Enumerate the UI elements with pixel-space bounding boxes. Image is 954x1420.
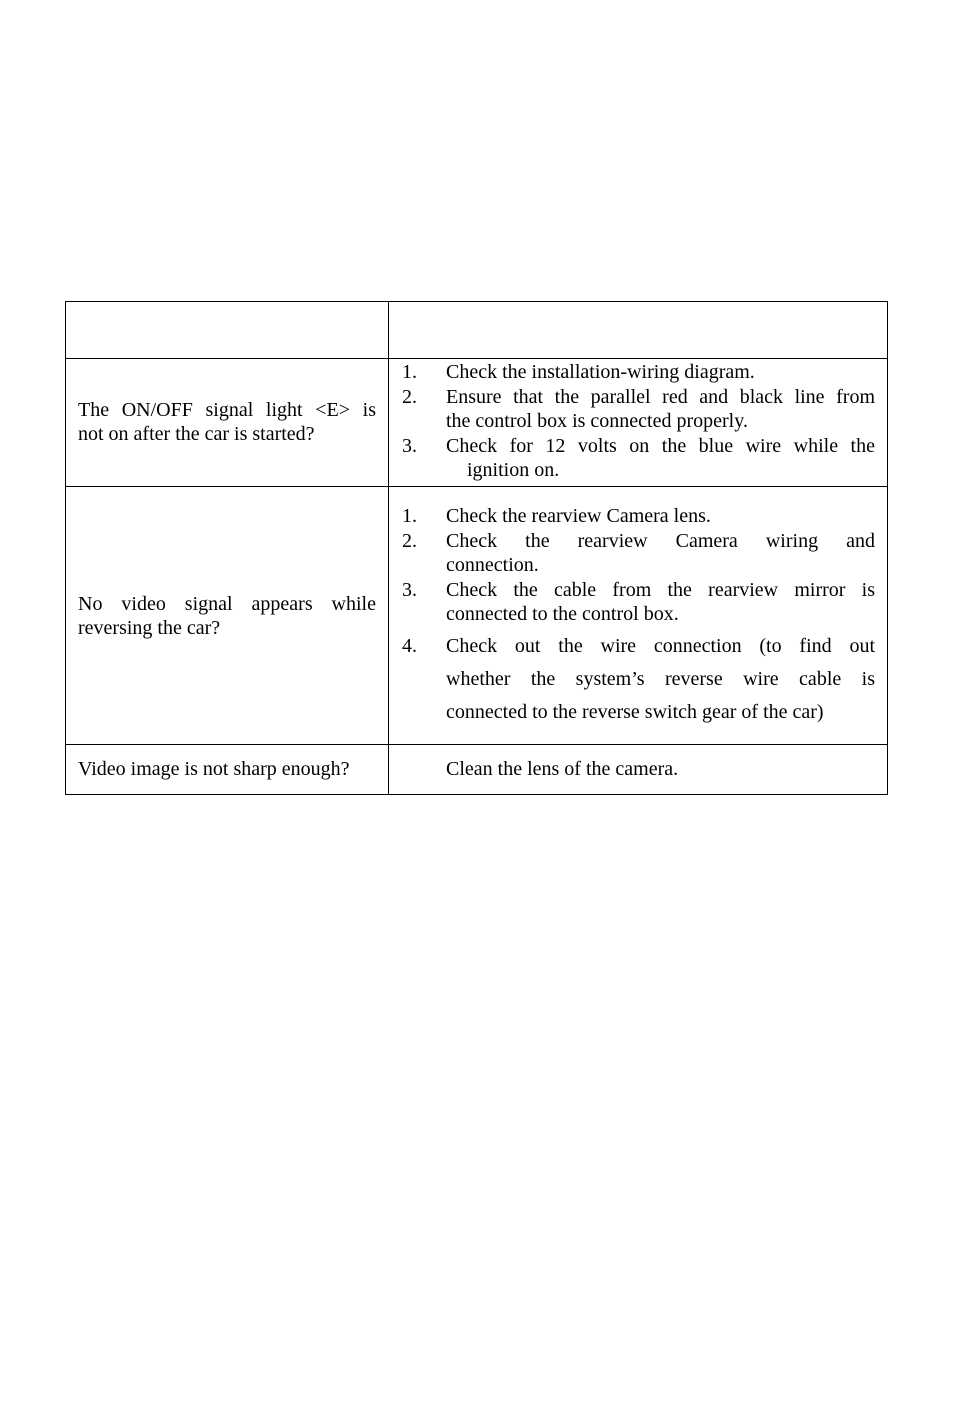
item-number: 4. (402, 635, 417, 657)
table-row-divider (65, 486, 888, 487)
problem-cell (78, 592, 376, 640)
item-text: connected to the reverse switch gear of the car) (446, 701, 824, 723)
item-text: Check for 12 volts on the blue wire while the (446, 435, 875, 457)
item-text: whether the system’s reverse wire cable is (446, 668, 875, 690)
item-number: 1. (402, 361, 417, 383)
item-text: Check the installation-wiring diagram. (446, 361, 755, 383)
table-row-divider (65, 744, 888, 745)
item-text: the control box is connected properly. (446, 410, 748, 432)
table-border-top (65, 301, 888, 302)
table-border-right (887, 301, 888, 795)
table-header-divider (65, 358, 888, 359)
item-text: Check out the wire connection (to find out (446, 635, 875, 657)
problem-cell (78, 398, 376, 446)
problem-line: reversing the car? (78, 617, 221, 639)
item-text: connection. (446, 554, 539, 576)
item-text: ignition on. (467, 459, 560, 481)
table-border-left (65, 301, 66, 795)
solution-cell: Clean the lens of the camera. (446, 758, 679, 780)
item-text: Check the rearview Camera lens. (446, 505, 711, 527)
table-column-divider (388, 301, 389, 795)
item-number: 3. (402, 579, 417, 601)
item-text: Check the cable from the rearview mirror is (446, 579, 875, 601)
item-text: Ensure that the parallel red and black line from (446, 386, 875, 408)
item-text: connected to the control box. (446, 603, 679, 625)
item-number: 1. (402, 505, 417, 527)
item-number: 3. (402, 435, 417, 457)
item-text: Check the rearview Camera wiring and (446, 530, 875, 552)
problem-line: not on after the car is started? (78, 423, 315, 445)
table-border-bottom (65, 794, 888, 795)
item-number: 2. (402, 530, 417, 552)
item-number: 2. (402, 386, 417, 408)
problem-line: No video signal appears while (78, 593, 376, 615)
problem-line: The ON/OFF signal light <E> is (78, 399, 376, 421)
problem-cell: Video image is not sharp enough? (78, 758, 350, 780)
